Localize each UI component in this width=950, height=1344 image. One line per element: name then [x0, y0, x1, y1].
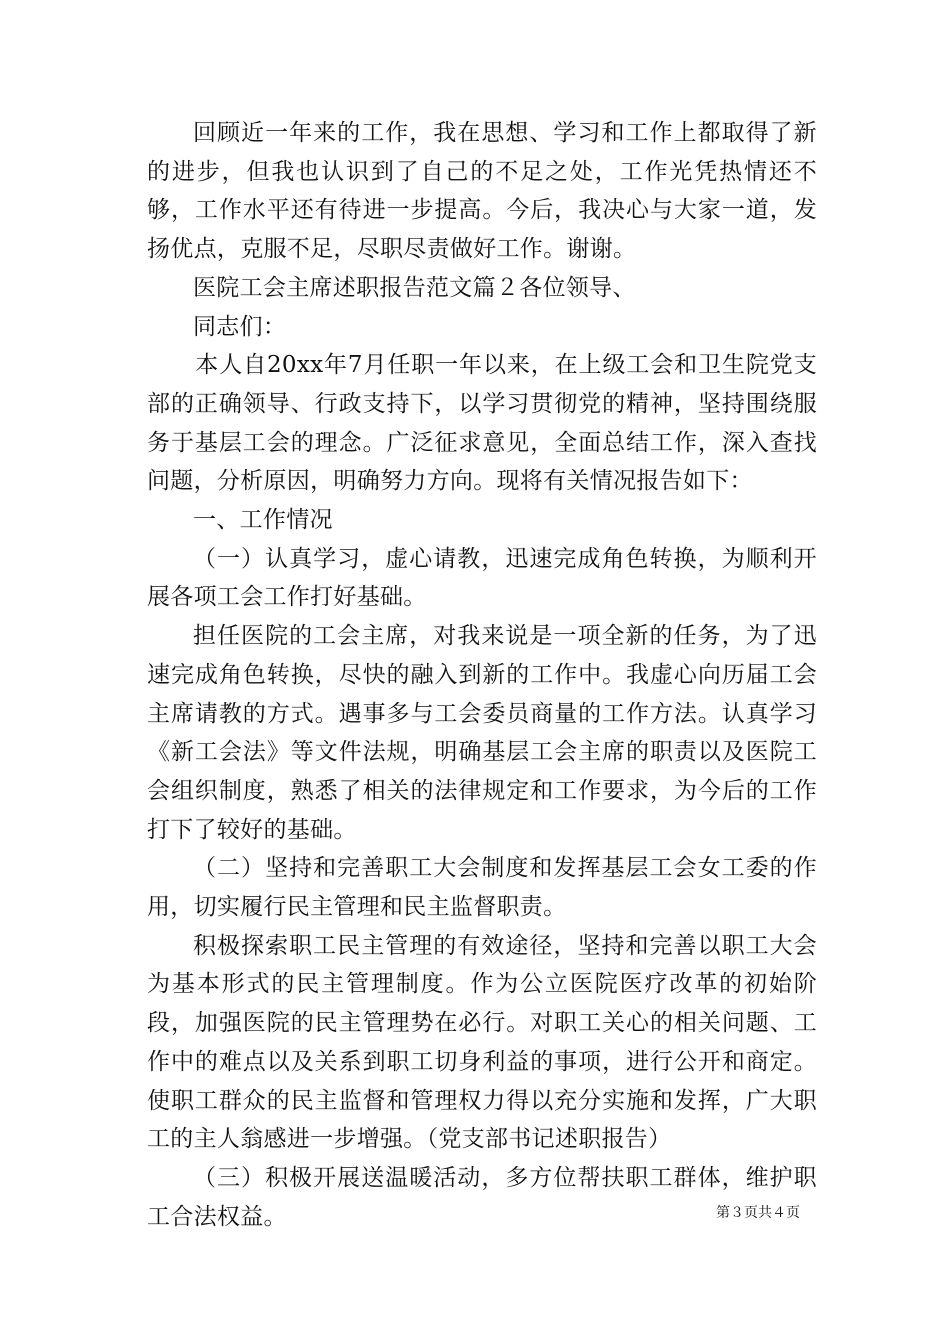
- subheading-study: （一）认真学习，虚心请教，迅速完成角色转换，为顺利开展各项工会工作打好基础。: [147, 545, 817, 611]
- paragraph-greeting: 同志们：: [193, 313, 287, 340]
- paragraph-report-title: 医院工会主席述职报告范文篇２各位领导、: [193, 274, 636, 301]
- paragraph-introduction: 本人自20xx年7月任职一年以来，在上级工会和卫生院党支部的正确领导、行政支持下，以学习贯彻党的精神，坚持围绕服务于基层工会的理念。广泛征求意见，全面总结工作，深入查找问题，分析原因，明确努力方向。现将有关情况报告如下：: [147, 352, 817, 495]
- paragraph-review: 回顾近一年来的工作，我在思想、学习和工作上都取得了新的进步，但我也认识到了自己的不足之处，工作光凭热情还不够，工作水平还有待进一步提高。今后，我决心与大家一道，发扬优点，克服不足，尽职尽责做好工作。谢谢。: [147, 120, 817, 263]
- page-number-footer: 第３页共４页: [716, 1205, 800, 1221]
- paragraph-study-detail: 担任医院的工会主席，对我来说是一项全新的任务，为了迅速完成角色转换，尽快的融入到新的工作中。我虚心向历届工会主席请教的方式。遇事多与工会委员商量的工作方法。认真学习《新工会法》等文件法规，明确基层工会主席的职责以及医院工会组织制度，熟悉了相关的法律规定和工作要求，为今后的工作打下了较好的基础。: [147, 623, 817, 843]
- paragraph-democratic-management-detail: 积极探索职工民主管理的有效途径，坚持和完善以职工大会为基本形式的民主管理制度。作为公立医院医疗改革的初始阶段，加强医院的民主管理势在必行。对职工关心的相关问题、工作中的难点以及关系到职工切身利益的事项，进行公开和商定。使职工群众的民主监督和管理权力得以充分实施和发挥，广大职工的主人翁感进一步增强。（党支部书记述职报告）: [147, 932, 817, 1153]
- document-body: [147, 114, 817, 1236]
- section-heading-work-situation: 一、工作情况: [193, 507, 333, 534]
- subheading-democratic-management: （二）坚持和完善职工大会制度和发挥基层工会女工委的作用，切实履行民主管理和民主监督职责。: [147, 855, 817, 921]
- subheading-warmth-activities: （三）积极开展送温暖活动，多方位帮扶职工群体，维护职工合法权益。: [147, 1164, 817, 1230]
